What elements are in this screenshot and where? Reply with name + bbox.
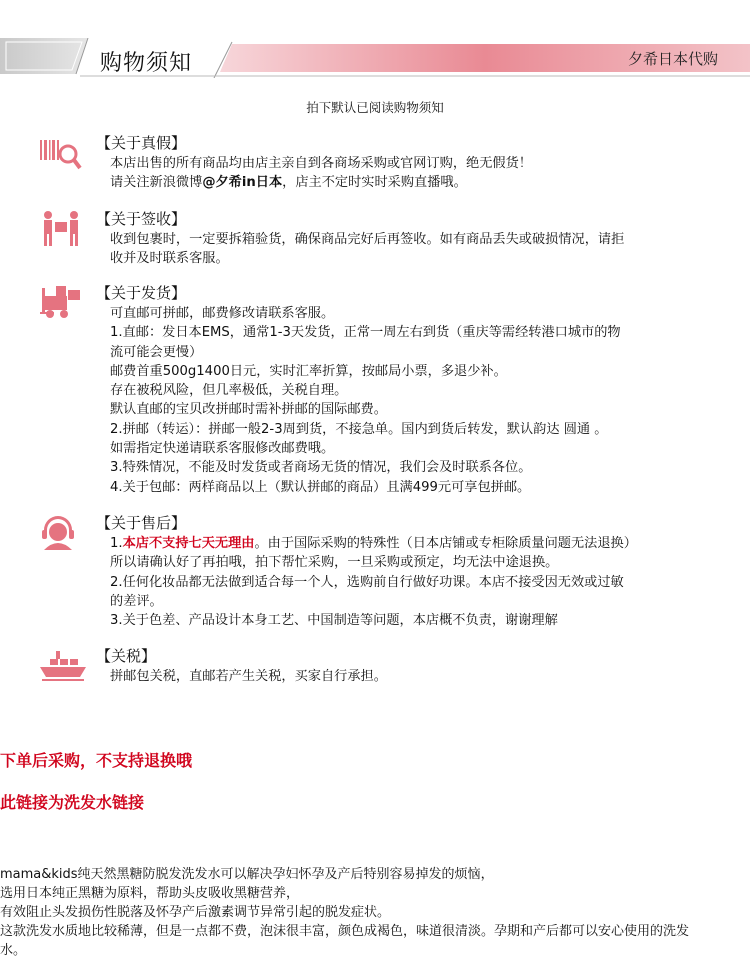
banner-title: 购物须知 <box>100 51 193 76</box>
notice-text: 拍下默认已阅读购物须知 <box>306 100 444 115</box>
section-title: 【关于售后】 <box>96 514 187 532</box>
product-description: mama&kids纯天然黑糖防脱发洗发水可以解决孕妇怀孕及产后特别容易掉发的烦恼， 选用日本纯正黑糖为原料，帮助头皮吸收黑糖营养， 有效阻止头发损伤性脱落及怀孕产后激素调节异常引起的脱发症状。 这款洗发水质地比较稀薄，但是一点都不费，泡沫很丰富，颜色成褐色，味道很清淡。孕期和产后都可以安心使用的洗发 水。 <box>0 867 690 958</box>
section-title: 【关于发货】 <box>96 284 187 302</box>
weibo-handle: @夕希in日本 <box>202 175 283 191</box>
section-title: 【关于签收】 <box>96 210 187 228</box>
customer-service-icon <box>38 512 90 552</box>
magnifier-barcode-icon <box>38 132 90 172</box>
warning-no-return: 下单后采购，不支持退换哦 <box>0 751 193 770</box>
section-body: 1.本店不支持七天无理由。由于国际采购的特殊性（日本店铺或专柜除质量问题无法退换） 所以请确认好了再拍哦，拍下帮忙采购，一旦采购或预定，均无法中途退换。 2.任何化妆品都无法做到适合每一个人，选购前自行做好功课。本店不接受因无效或过敏 的差评。 3.关于色差、产品设计本身工艺、中国制造等问题，本店概不负责，谢谢理解 <box>110 536 637 629</box>
cargo-ship-icon <box>38 645 90 685</box>
section-title: 【关于真假】 <box>96 134 187 152</box>
delivery-person-icon <box>38 208 90 248</box>
forklift-icon <box>38 282 90 322</box>
no-return-highlight: 本店不支持七天无理由 <box>122 536 255 551</box>
brand-logo-text: 夕希日本代购 <box>627 50 718 68</box>
section-title: 【关税】 <box>96 647 157 665</box>
section-body: 本店出售的所有商品均由店主亲自到各商场采购或官网订购，绝无假货！ 请关注新浪微博@夕希in日本，店主不定时实时采购直播哦。 <box>110 156 532 191</box>
section-body: 可直邮可拼邮，邮费修改请联系客服。 1.直邮：发日本EMS，通常1-3天发货，正常一周左右到货（重庆等需经转港口城市的物 流可能会更慢） 邮费首重500g1400日元，实时汇率折算，按邮局小票，多退少补。 存在被税风险，但几率极低，关税自理。 默认直邮的宝贝改拼邮时需补拼邮的国际邮费。 2.拼邮（转运）：拼邮一般2-3周到货，不接急单。国内到货后转发，默认韵达 圆通 。 如需指定快递请联系客服修改邮费哦。 3.特殊情况，不能及时发货或者商场无货的情况，我们会及时联系各位。 4.关于包邮：两样商品以上（默认拼邮的商品）且满499元可享包拼邮。 <box>110 306 621 495</box>
warning-link-notice: 此链接为洗发水链接 <box>0 793 145 812</box>
section-body: 收到包裹时，一定要拆箱验货，确保商品完好后再签收。如有商品丢失或破损情况，请拒 收并及时联系客服。 <box>110 232 625 267</box>
section-body: 拼邮包关税，直邮若产生关税，买家自行承担。 <box>110 669 387 684</box>
